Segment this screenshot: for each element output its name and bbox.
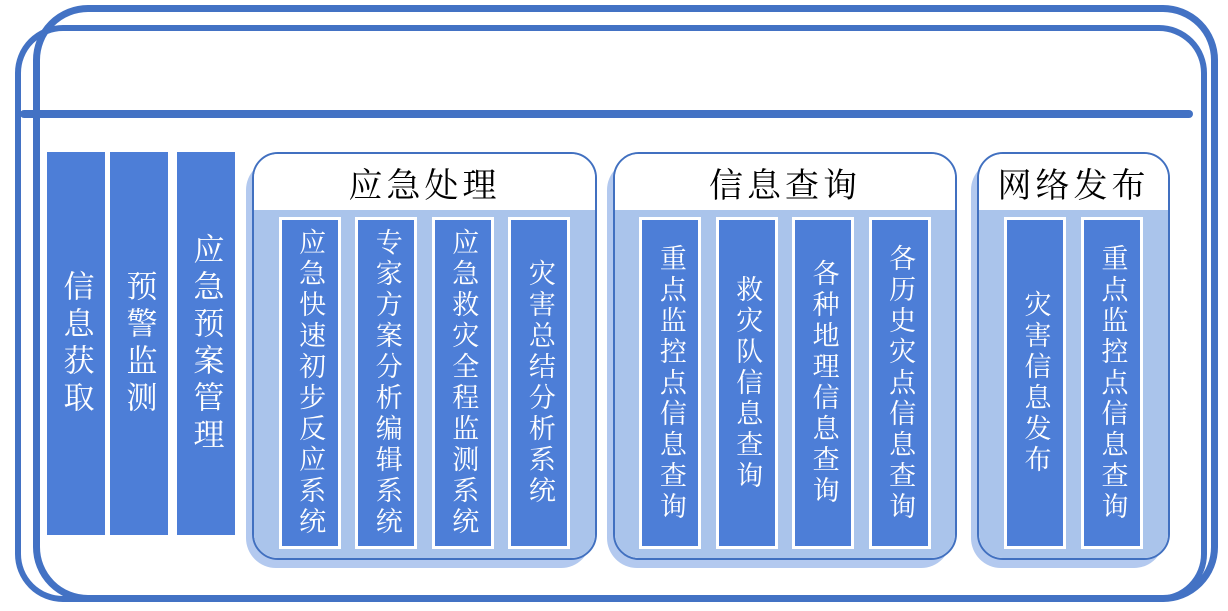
system-bar bbox=[355, 217, 417, 549]
system-bar bbox=[639, 217, 701, 549]
group-body bbox=[615, 210, 955, 558]
group-emergency-processing bbox=[252, 152, 597, 560]
group-network-publishing bbox=[977, 152, 1170, 560]
system-bar-label: 灾害总结分析系统 bbox=[524, 259, 555, 507]
group-information-query bbox=[613, 152, 957, 560]
system-bar-label: 各种地理信息查询 bbox=[808, 259, 839, 507]
system-bar bbox=[792, 217, 854, 549]
left-column-plan-management bbox=[177, 152, 235, 535]
group-body bbox=[254, 210, 595, 558]
group-card bbox=[252, 152, 597, 560]
group-title: 网络发布 bbox=[979, 154, 1168, 210]
system-bar bbox=[1004, 217, 1066, 549]
title-divider-line bbox=[20, 110, 1193, 118]
system-bar-label: 重点监控点信息查询 bbox=[1097, 243, 1128, 523]
system-bar-label: 专家方案分析编辑系统 bbox=[371, 228, 402, 538]
system-bar-label: 重点监控点信息查询 bbox=[655, 243, 686, 523]
left-column-label: 信息获取 bbox=[58, 269, 94, 418]
system-bar bbox=[432, 217, 494, 549]
system-bar bbox=[716, 217, 778, 549]
system-bar-label: 应急快速初步反应系统 bbox=[295, 228, 326, 538]
group-title: 应急处理 bbox=[254, 154, 595, 210]
group-title: 信息查询 bbox=[615, 154, 955, 210]
group-body bbox=[979, 210, 1168, 558]
title-band-empty bbox=[21, 31, 1191, 109]
left-column-warning-monitoring bbox=[110, 152, 168, 535]
system-bar bbox=[508, 217, 570, 549]
system-bar-label: 应急救灾全程监测系统 bbox=[448, 228, 479, 538]
left-column-label: 预警监测 bbox=[121, 269, 157, 418]
system-bar-label: 各历史灾点信息查询 bbox=[885, 243, 916, 523]
system-bar bbox=[1081, 217, 1143, 549]
system-bar bbox=[869, 217, 931, 549]
left-column-label: 应急预案管理 bbox=[188, 232, 224, 455]
group-card bbox=[613, 152, 957, 560]
system-bar-label: 救灾队信息查询 bbox=[732, 274, 763, 492]
system-bar-label: 灾害信息发布 bbox=[1020, 290, 1051, 476]
group-card bbox=[977, 152, 1170, 560]
system-bar bbox=[279, 217, 341, 549]
left-column-info-acquisition bbox=[47, 152, 105, 535]
